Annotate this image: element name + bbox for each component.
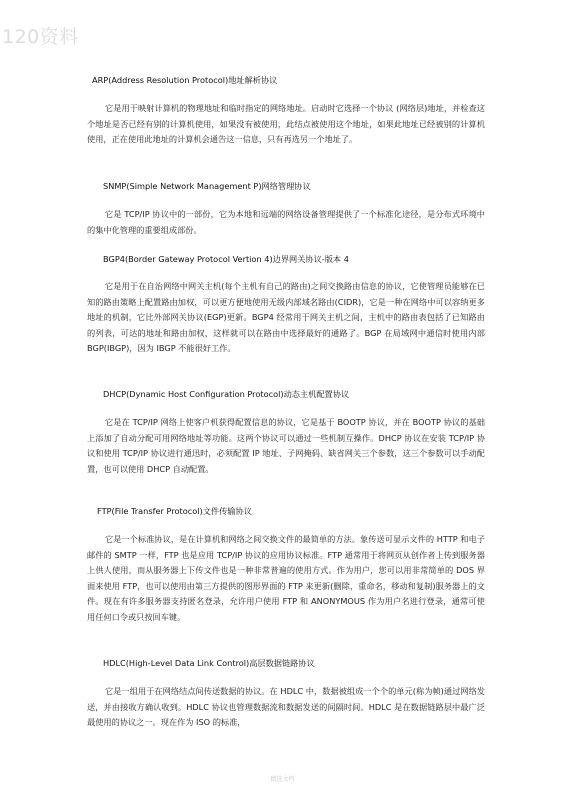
section-body-arp: 它是用于映射计算机的物理地址和临时指定的网络地址。启动时它选择一个协议 (网络层)地址，并检查这个地址是否已经有别的计算机使用，如果没有被使用，此结点被使用这个地址，如果此地址已经被别的计算机使用，正在使用此地址的计算机会通告这一信息，只有再选另一个地址了。	[87, 103, 485, 144]
section-body-bgp4: 它是用于在自治网络中网关主机(每个主机有自己的路由)之间交换路由信息的协议，它使管理员能够在已知的路由策略上配置路由加权，可以更方便地使用无级内部域名路由(CIDR)，它是一种在网络中可以容纳更多地址的机制，它比外部网关协议(EGP)更新。BGP4 经常用于网关主机之间，主机中的路由表包括了已知路由的列表，可达的地址和路由加权，这样就可以在路由中选择最好的通路了。BGP 在局域网中通信时使用内部 BGP(IBGP)，因为 IBGP 不能很好工作。	[87, 281, 485, 353]
section-body-dhcp: 它是在 TCP/IP 网络上使客户机获得配置信息的协议，它是基于 BOOTP 协议，并在 BOOTP 协议的基础上添加了自动分配可用网络地址等功能。这两个协议可以通过一些机制互操作。DHCP 协议在安装 TCP/IP 协议和使用 TCP/IP 协议进行通迅时，必须配置 IP 地址、子网掩码、缺省网关三个参数，这三个参数可以手动配置，也可以使用 DHCP 自动配置。	[87, 417, 485, 474]
section-body-ftp: 它是一个标准协议，是在计算机和网络之间交换文件的最简单的方法。象传送可显示文件的 HTTP 和电子邮件的 SMTP 一样，FTP 也是应用 TCP/IP 协议的应用协议标准。FTP 通常用于将网页从创作者上传到服务器上供人使用，而从服务器上下传文件也是一种非常普遍的使用方式。作为用户，您可以用非常简单的 DOS 界面来使用 FTP，也可以使用由第三方提供的图形界面的 FTP 来更新(删除，重命名，移动和复制)服务器上的文件。现在有许多服务器支持匿名登录，允许用户使用 FTP 和 ANONYMOUS 作为用户名进行登录，通常可使用任何口令或只按回车键。	[87, 534, 485, 622]
section-heading-arp: ARP(Address Resolution Protocol)地址解析协议	[92, 75, 278, 85]
section-heading-bgp4: BGP4(Border Gateway Protocol Vertion 4)边界网关协议-版本 4	[103, 254, 349, 264]
watermark-logo: 120资料	[2, 26, 79, 48]
section-heading-dhcp: DHCP(Dynamic Host Configuration Protocol)动态主机配置协议	[103, 389, 350, 399]
section-heading-hdlc: HDLC(High-Level Data Link Control)高层数据链路协议	[103, 658, 315, 668]
page-footer: 精选文档	[270, 776, 295, 783]
section-body-hdlc: 它是一组用于在网络结点间传送数据的协议。在 HDLC 中，数据被组成一个个的单元(称为帧)通过网络发送，并由接收方确认收到。HDLC 协议也管理数据流和数据发送的间隔时间。HDLC 是在数据链路层中最广泛最使用的协议之一。现在作为 ISO 的标准，	[87, 686, 485, 727]
section-heading-ftp: FTP(File Transfer Protocol)文件传输协议	[97, 506, 252, 516]
section-heading-snmp: SNMP(Simple Network Management P)网络管理协议	[103, 181, 311, 191]
section-body-snmp: 它是 TCP/IP 协议中的一部份，它为本地和远端的网络设备管理提供了一个标准化途径，是分布式环境中的集中化管理的重要组成部份。	[87, 209, 485, 235]
